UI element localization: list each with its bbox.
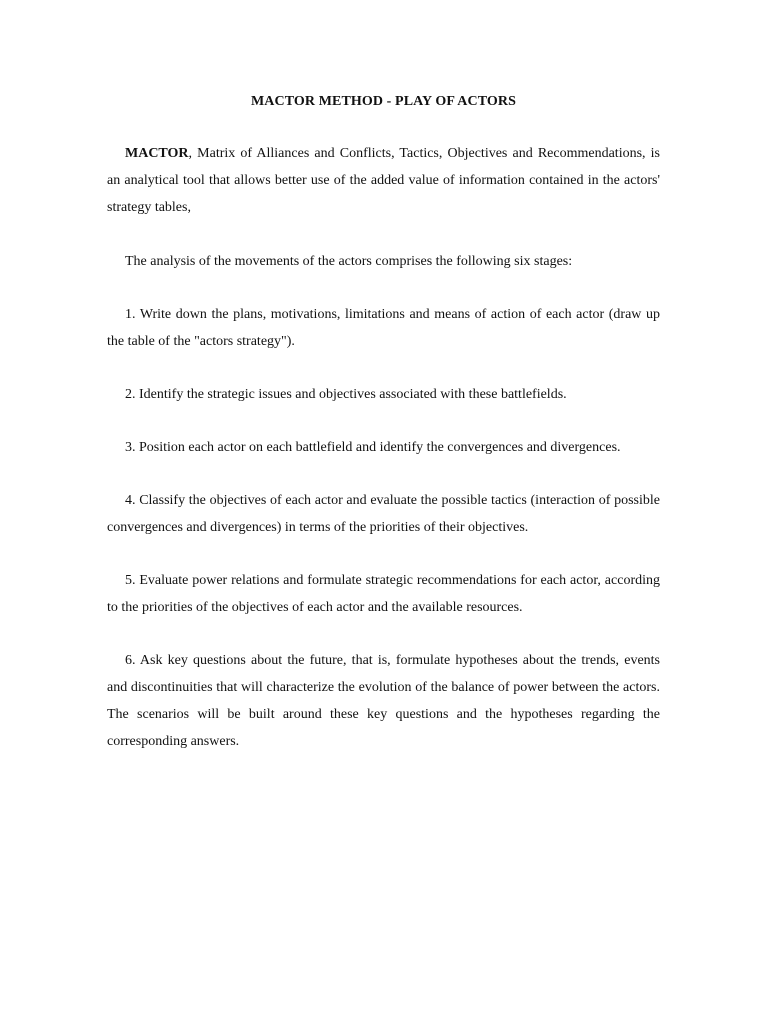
intro-paragraph	[107, 140, 660, 221]
stage-6-paragraph: 6. Ask key questions about the future, that is, formulate hypotheses about the trends, events and discontinuities that will characterize the evolution of the balance of power between the actors. The scenarios will be built around these key questions and the hypotheses regarding the corresponding answers.	[107, 653, 660, 749]
intro-text: , Matrix of Alliances and Conflicts, Tactics, Objectives and Recommendations, is an analytical tool that allows better use of the added value of information contained in the actors' strategy tables,	[107, 146, 660, 215]
stage-3-paragraph: 3. Position each actor on each battlefield and identify the convergences and divergences.	[125, 440, 621, 455]
document-title: MACTOR METHOD - PLAY OF ACTORS	[250, 94, 516, 109]
stage-4-paragraph: 4. Classify the objectives of each actor and evaluate the possible tactics (interaction of possible convergences and divergences) in terms of the priorities of their objectives.	[107, 493, 660, 535]
stage-5-paragraph: 5. Evaluate power relations and formulate strategic recommendations for each actor, according to the priorities of the objectives of each actor and the available resources.	[107, 573, 660, 615]
stage-2-paragraph: 2. Identify the strategic issues and objectives associated with these battlefields.	[125, 387, 567, 402]
stage-1-paragraph: 1. Write down the plans, motivations, limitations and means of action of each actor (draw up the table of the "actors strategy").	[107, 307, 660, 349]
lead-paragraph: The analysis of the movements of the actors comprises the following six stages:	[125, 254, 573, 269]
intro-term: MACTOR	[125, 146, 189, 161]
document-body	[107, 88, 660, 781]
